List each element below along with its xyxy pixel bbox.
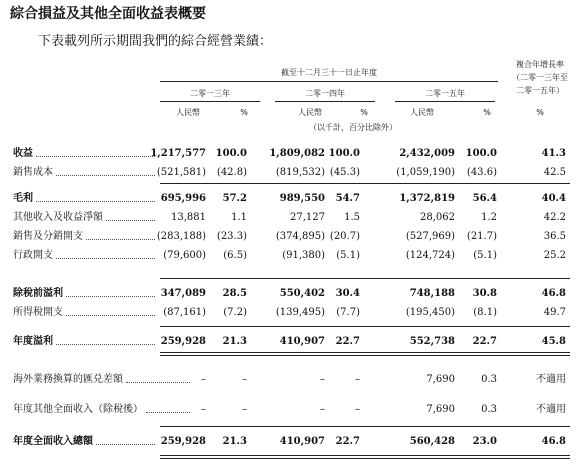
row-label: 行政開支 xyxy=(13,250,53,261)
table-row-revenue xyxy=(0,145,580,162)
pct-header-2015: % xyxy=(483,108,491,117)
table-cell: 42.5 xyxy=(543,167,566,178)
table-cell: – xyxy=(242,404,247,415)
table-cell: 22.7 xyxy=(335,436,360,447)
table-cell: 41.3 xyxy=(541,148,566,159)
table-cell: 748,188 xyxy=(409,288,455,299)
table-cell: 40.4 xyxy=(541,193,566,204)
unit-note: （以千計，百分比除外） xyxy=(309,123,397,132)
period-underline xyxy=(160,81,498,82)
table-cell: 不適用 xyxy=(536,374,566,385)
table-cell: – xyxy=(242,374,247,385)
table-cell: 0.3 xyxy=(481,404,497,415)
table-cell: (527,969) xyxy=(405,231,455,242)
table-cell: 7,690 xyxy=(426,374,455,385)
double-rule-total xyxy=(160,455,570,459)
intro-text: 下表載列所示期間我們的綜合經營業績： xyxy=(38,34,273,49)
table-cell: 28.5 xyxy=(222,288,247,299)
table-cell: 1.5 xyxy=(344,212,360,223)
table-cell: – xyxy=(320,404,325,415)
year-2014-underline xyxy=(275,101,375,102)
year-2013-header: 二零一三年 xyxy=(190,89,230,98)
table-cell: 259,928 xyxy=(160,336,206,347)
row-label: 收益 xyxy=(13,148,33,159)
row-label: 毛利 xyxy=(13,193,33,204)
table-cell: (87,161) xyxy=(163,307,206,318)
row-label: 年度溢利 xyxy=(13,336,53,347)
rule-below-admin xyxy=(160,278,570,279)
table-row-other-income xyxy=(0,209,580,226)
table-cell: (139,495) xyxy=(275,307,325,318)
row-label: 銷售及分銷開支 xyxy=(13,231,83,242)
table-cell: – xyxy=(320,374,325,385)
page-title: 綜合損益及其他全面收益表概要 xyxy=(10,6,206,22)
leader-dots xyxy=(86,239,155,240)
table-row-other-comprehensive-income xyxy=(0,401,580,418)
table-cell: 1,217,577 xyxy=(150,148,206,159)
table-row-gross-profit xyxy=(0,190,580,207)
row-label: 除稅前溢利 xyxy=(13,288,63,299)
table-cell: – xyxy=(201,374,206,385)
leader-dots xyxy=(36,156,155,157)
table-cell: (283,188) xyxy=(156,231,206,242)
leader-dots xyxy=(146,412,190,413)
table-cell: 550,402 xyxy=(279,288,325,299)
table-cell: 989,550 xyxy=(279,193,325,204)
table-cell: (79,600) xyxy=(163,250,206,261)
table-cell: 1.2 xyxy=(481,212,497,223)
table-cell: 57.2 xyxy=(222,193,247,204)
year-2014-header: 二零一四年 xyxy=(305,89,345,98)
leader-dots xyxy=(126,382,190,383)
table-cell: 13,881 xyxy=(171,212,206,223)
row-label: 年度全面收入總額 xyxy=(13,436,93,447)
table-cell: 54.7 xyxy=(335,193,360,204)
table-cell: (23.3) xyxy=(216,231,247,242)
leader-dots xyxy=(96,444,155,445)
table-cell: (8.1) xyxy=(473,307,497,318)
table-cell: (819,532) xyxy=(275,167,325,178)
row-label: 年度其他全面收入（除稅後） xyxy=(13,404,143,415)
table-cell: 36.5 xyxy=(543,231,566,242)
table-cell: (45.3) xyxy=(329,167,360,178)
table-cell: 30.8 xyxy=(472,288,497,299)
pct-header-2013: % xyxy=(240,108,248,117)
year-2015-header: 二零一五年 xyxy=(425,89,465,98)
table-cell: (5.1) xyxy=(336,250,360,261)
table-cell: – xyxy=(355,404,360,415)
table-cell: (374,895) xyxy=(275,231,325,242)
table-cell: (6.5) xyxy=(223,250,247,261)
row-label: 銷售成本 xyxy=(13,167,53,178)
year-2013-underline xyxy=(160,101,260,102)
table-row-cost-of-sales xyxy=(0,164,580,181)
table-cell: (42.8) xyxy=(216,167,247,178)
table-cell: 45.8 xyxy=(541,336,566,347)
table-row-total-comprehensive-income xyxy=(0,433,580,450)
table-cell: 不適用 xyxy=(536,404,566,415)
table-cell: 23.0 xyxy=(472,436,497,447)
table-row-income-tax xyxy=(0,304,580,321)
table-row-profit-before-tax xyxy=(0,285,580,302)
table-cell: 1,372,819 xyxy=(399,193,455,204)
table-cell: 695,996 xyxy=(160,193,206,204)
table-row-fx-difference xyxy=(0,371,580,388)
table-cell: 100.0 xyxy=(328,148,360,159)
table-cell: 25.2 xyxy=(543,250,566,261)
rmb-header-2015: 人民幣 xyxy=(410,108,434,117)
table-cell: (1,059,190) xyxy=(396,167,455,178)
table-cell: (21.7) xyxy=(466,231,497,242)
table-cell: 21.3 xyxy=(222,436,247,447)
table-cell: (7.2) xyxy=(223,307,247,318)
table-cell: 22.7 xyxy=(335,336,360,347)
table-cell: 1.1 xyxy=(231,212,247,223)
table-cell: 22.7 xyxy=(472,336,497,347)
table-row-selling-expenses xyxy=(0,228,580,245)
leader-dots xyxy=(106,220,155,221)
table-cell: 46.8 xyxy=(541,288,566,299)
cagr-header: 複合年增長率 （二零一三年至 二零一五年） xyxy=(512,60,568,95)
table-cell: 28,062 xyxy=(420,212,455,223)
table-cell: (91,380) xyxy=(282,250,325,261)
table-cell: 100.0 xyxy=(215,148,247,159)
table-cell: 7,690 xyxy=(426,404,455,415)
table-cell: 2,432,009 xyxy=(399,148,455,159)
table-cell: 0.3 xyxy=(481,374,497,385)
leader-dots xyxy=(56,258,155,259)
table-cell: 30.4 xyxy=(335,288,360,299)
table-cell: 560,428 xyxy=(409,436,455,447)
period-header: 截至十二月三十一日止年度 xyxy=(281,68,377,77)
table-cell: 410,907 xyxy=(279,336,325,347)
double-rule-profit xyxy=(160,352,570,356)
table-cell: 49.7 xyxy=(543,307,566,318)
table-cell: (124,724) xyxy=(405,250,455,261)
table-cell: 410,907 xyxy=(279,436,325,447)
table-cell: 56.4 xyxy=(472,193,497,204)
year-2015-underline xyxy=(395,101,495,102)
table-cell: (20.7) xyxy=(329,231,360,242)
leader-dots xyxy=(56,175,155,176)
rmb-header-2013: 人民幣 xyxy=(176,108,200,117)
table-cell: – xyxy=(355,374,360,385)
table-cell: 100.0 xyxy=(465,148,497,159)
row-label: 海外業務換算的匯兑差額 xyxy=(13,374,123,385)
table-cell: (521,581) xyxy=(156,167,206,178)
table-cell: 21.3 xyxy=(222,336,247,347)
table-cell: – xyxy=(201,404,206,415)
table-row-profit-for-year xyxy=(0,333,580,350)
table-cell: 259,928 xyxy=(160,436,206,447)
leader-dots xyxy=(66,315,155,316)
table-cell: 46.8 xyxy=(541,436,566,447)
table-cell: (195,450) xyxy=(405,307,455,318)
rule-below-tax xyxy=(160,326,570,327)
table-cell: 27,127 xyxy=(290,212,325,223)
pct-header-2014: % xyxy=(360,108,368,117)
pct-header-cagr: % xyxy=(536,108,544,117)
leader-dots xyxy=(36,201,155,202)
table-cell: 42.2 xyxy=(543,212,566,223)
table-cell: (43.6) xyxy=(466,167,497,178)
row-label: 其他收入及收益淨額 xyxy=(13,212,103,223)
table-cell: (7.7) xyxy=(336,307,360,318)
table-cell: 1,809,082 xyxy=(269,148,325,159)
table-cell: 552,738 xyxy=(409,336,455,347)
rule-below-oci xyxy=(160,426,570,427)
leader-dots xyxy=(56,344,155,345)
table-cell: 347,089 xyxy=(160,288,206,299)
row-label: 所得稅開支 xyxy=(13,307,63,318)
rmb-header-2014: 人民幣 xyxy=(298,108,322,117)
table-row-admin-expenses xyxy=(0,247,580,264)
leader-dots xyxy=(66,296,155,297)
table-cell: (5.1) xyxy=(473,250,497,261)
rule-below-cost xyxy=(160,183,570,184)
